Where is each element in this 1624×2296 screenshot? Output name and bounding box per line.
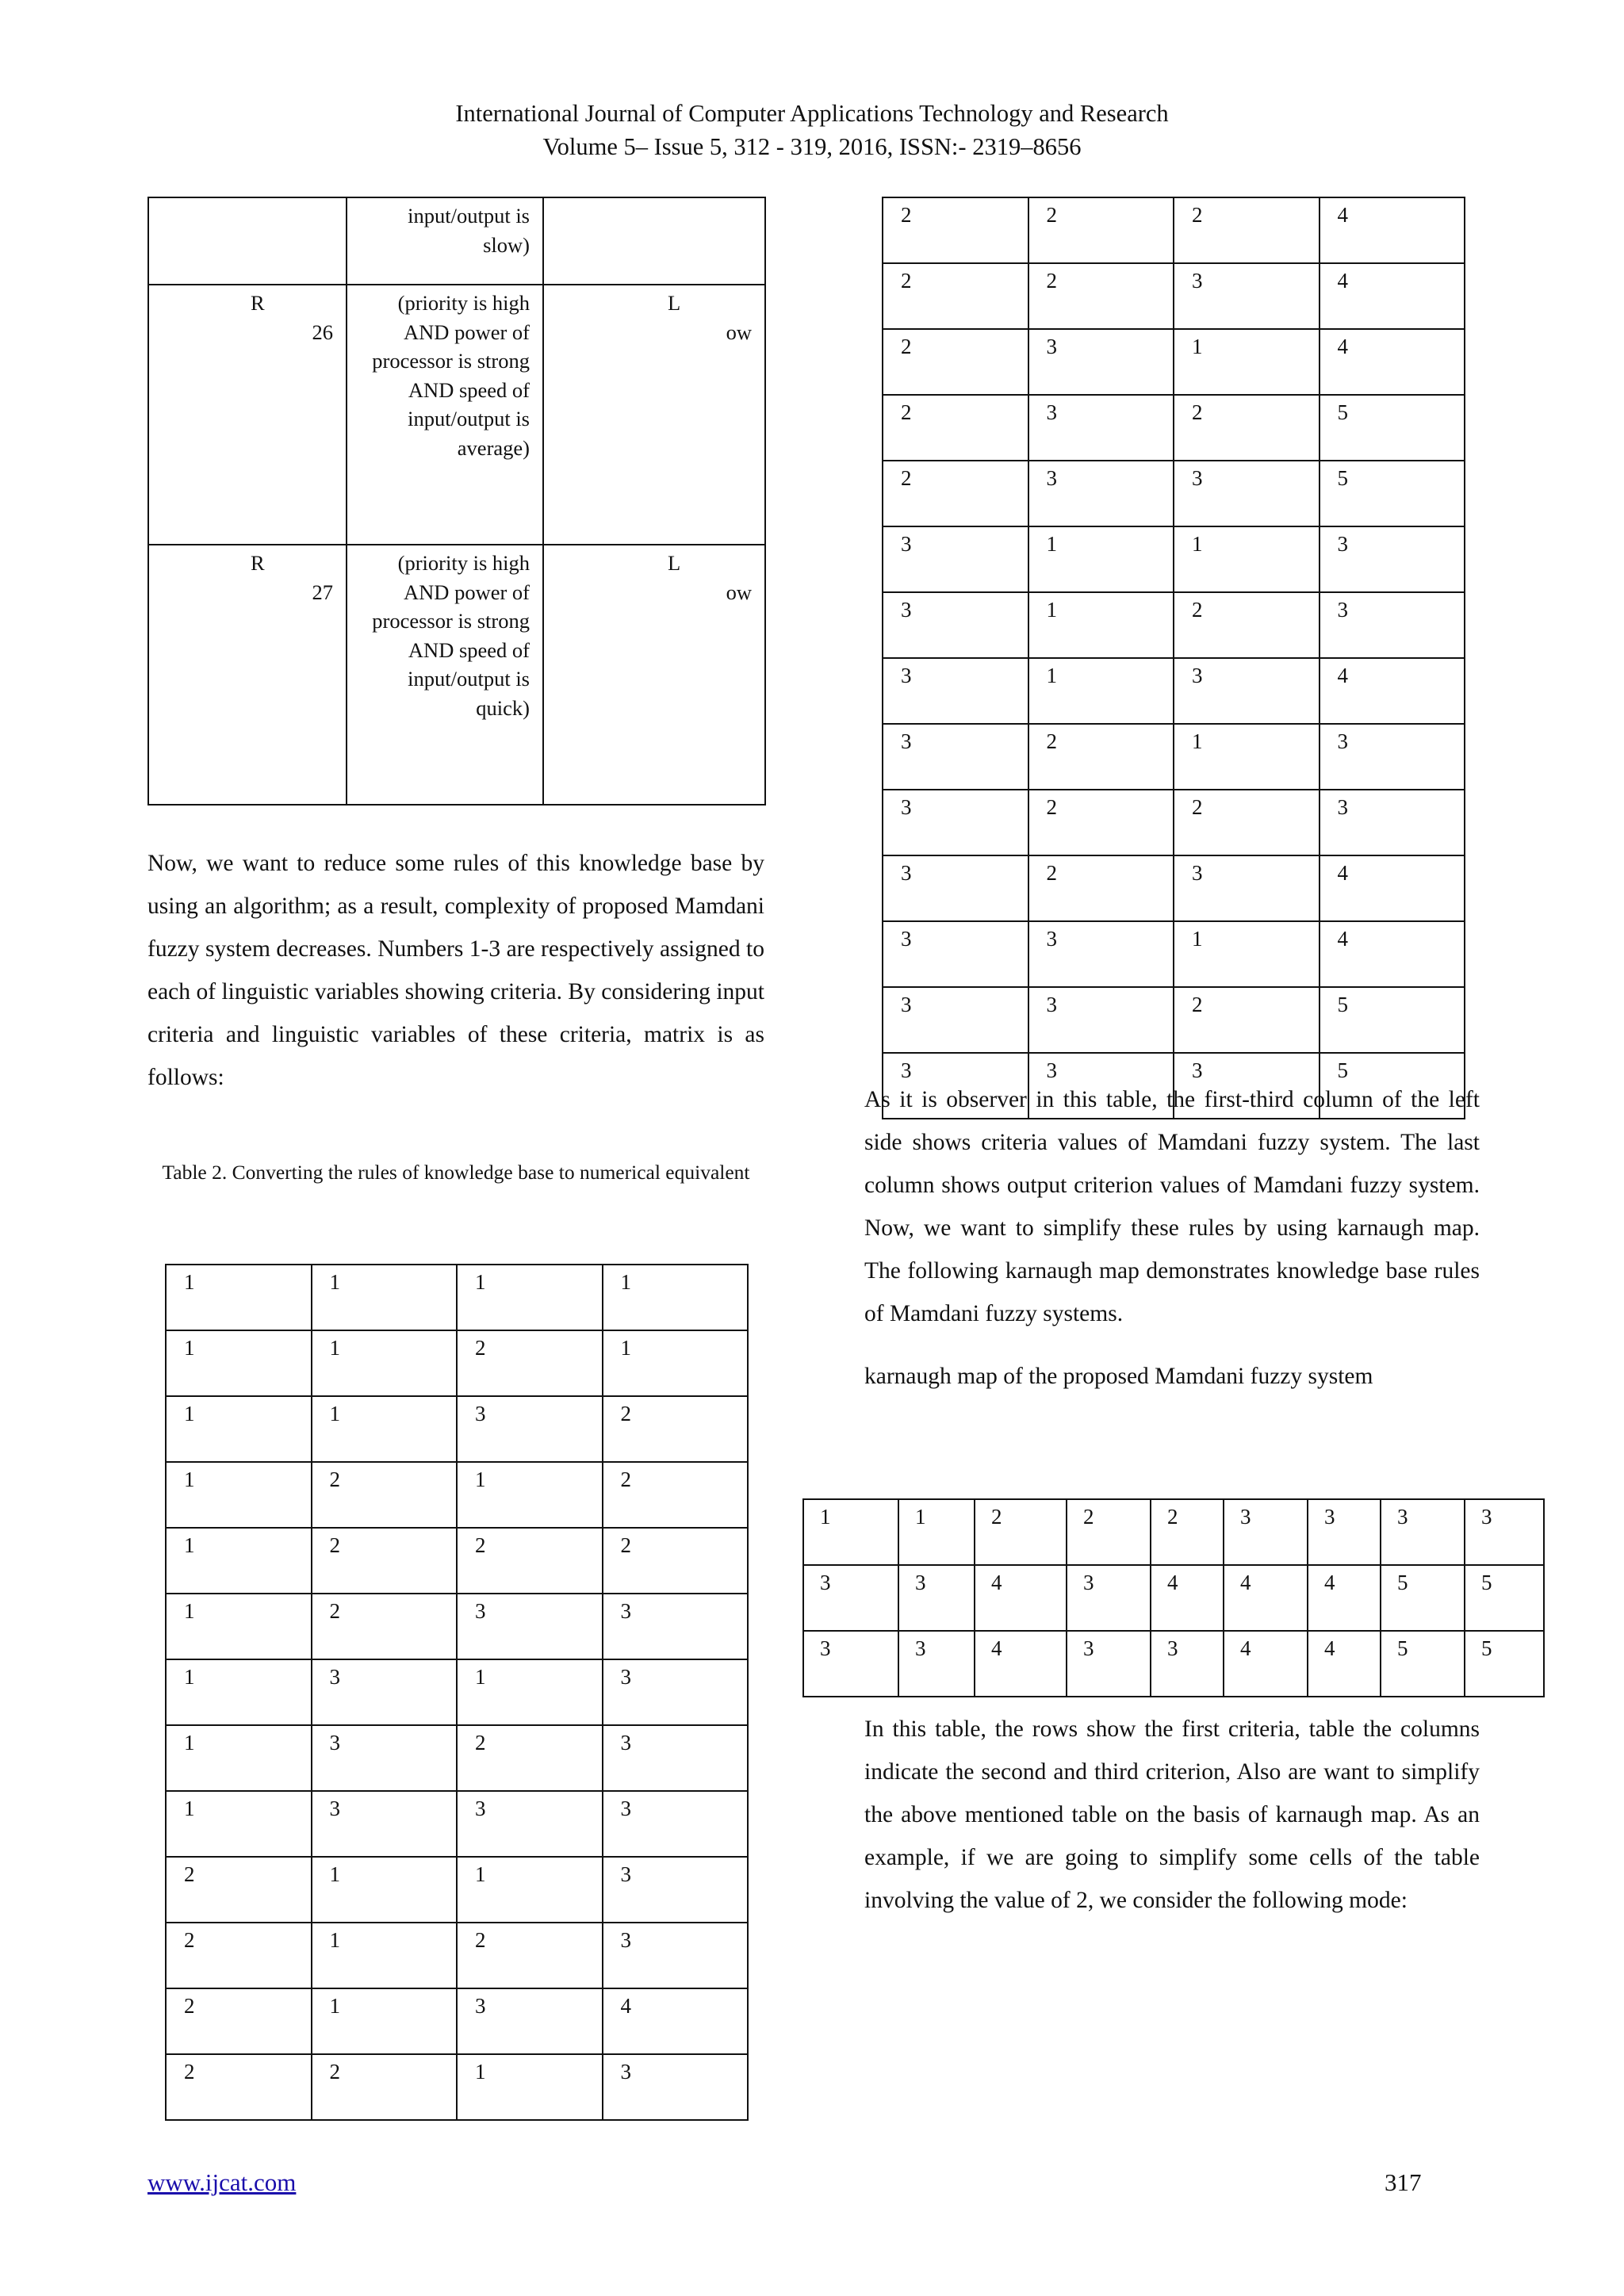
table-cell: 1 bbox=[166, 1659, 312, 1725]
rule-id-cell bbox=[148, 545, 347, 805]
table-cell: 2 bbox=[1174, 790, 1320, 855]
table-cell: 1 bbox=[457, 1659, 603, 1725]
table-cell: 5 bbox=[1320, 461, 1465, 526]
table-cell: 4 bbox=[1320, 263, 1465, 329]
table-row bbox=[883, 724, 1465, 790]
table-cell: 2 bbox=[1067, 1499, 1151, 1565]
table-cell: 1 bbox=[166, 1594, 312, 1659]
table-cell: 3 bbox=[883, 790, 1028, 855]
table-cell: 1 bbox=[457, 1462, 603, 1528]
karnaugh-map-title: karnaugh map of the proposed Mamdani fuzzy system bbox=[864, 1364, 1373, 1389]
table-cell: 2 bbox=[1151, 1499, 1224, 1565]
table-cell: 4 bbox=[1320, 855, 1465, 921]
table-cell: 2 bbox=[603, 1462, 749, 1528]
rule-id-letter: R bbox=[251, 551, 265, 575]
table-cell: 4 bbox=[1308, 1631, 1381, 1697]
table-cell: 3 bbox=[1308, 1499, 1381, 1565]
table-cell: 4 bbox=[1224, 1565, 1308, 1631]
table-row bbox=[148, 285, 765, 545]
table-cell: 1 bbox=[312, 1923, 458, 1988]
table-cell: 3 bbox=[1028, 987, 1174, 1053]
table-cell: 2 bbox=[1028, 197, 1174, 263]
table-cell: 3 bbox=[1320, 526, 1465, 592]
table-cell: 1 bbox=[166, 1528, 312, 1594]
table-cell: 1 bbox=[166, 1462, 312, 1528]
table-cell: 5 bbox=[1320, 1053, 1465, 1119]
table-cell: 1 bbox=[312, 1988, 458, 2054]
table-cell: 3 bbox=[1151, 1631, 1224, 1697]
table-cell: 1 bbox=[1028, 592, 1174, 658]
table-row bbox=[883, 263, 1465, 329]
table-cell: 3 bbox=[1028, 395, 1174, 461]
table-cell: 2 bbox=[457, 1528, 603, 1594]
table-cell: 1 bbox=[166, 1725, 312, 1791]
table-cell: 5 bbox=[1465, 1565, 1544, 1631]
table-caption: Table 2. Converting the rules of knowledge base to numerical equivalent bbox=[162, 1161, 750, 1184]
table-cell: 1 bbox=[603, 1265, 749, 1330]
table-cell: 3 bbox=[603, 1923, 749, 1988]
numeric-rules-table-right bbox=[882, 197, 1465, 1119]
table-cell: 3 bbox=[1320, 592, 1465, 658]
table-row bbox=[148, 197, 765, 285]
table-cell: 1 bbox=[1028, 658, 1174, 724]
table-cell: 1 bbox=[312, 1265, 458, 1330]
table-row bbox=[166, 1462, 748, 1528]
rule-condition: input/output is slow) bbox=[347, 197, 543, 285]
rule-output-rest: ow bbox=[726, 320, 752, 344]
table-row bbox=[883, 790, 1465, 855]
table-cell: 3 bbox=[1174, 855, 1320, 921]
table-cell: 3 bbox=[1320, 724, 1465, 790]
table-row bbox=[883, 197, 1465, 263]
table-cell: 1 bbox=[457, 1857, 603, 1923]
table-cell: 3 bbox=[603, 1791, 749, 1857]
rule-output-cell bbox=[543, 285, 765, 545]
table-cell: 3 bbox=[457, 1396, 603, 1462]
table-cell: 4 bbox=[603, 1988, 749, 2054]
table-cell: 1 bbox=[312, 1396, 458, 1462]
table-cell: 2 bbox=[312, 2054, 458, 2120]
table-cell: 2 bbox=[1028, 263, 1174, 329]
table-cell: 2 bbox=[166, 1988, 312, 2054]
table-cell: 4 bbox=[975, 1565, 1067, 1631]
table-cell: 3 bbox=[883, 592, 1028, 658]
table-cell: 4 bbox=[1308, 1565, 1381, 1631]
body-paragraph-kmap: In this table, the rows show the first criteria, table the columns indicate the second and third criterion, Also are want to simplify the above mentioned table on the basis of karnaugh map. As an example, if we are going to simplify some cells of the table involving the value of 2, we consider the following mode: bbox=[864, 1716, 1480, 1913]
rule-id-number: 27 bbox=[312, 580, 333, 604]
table-cell: 2 bbox=[457, 1923, 603, 1988]
karnaugh-map-table bbox=[802, 1498, 1545, 1697]
table-cell: 3 bbox=[1174, 1053, 1320, 1119]
table-cell: 1 bbox=[603, 1330, 749, 1396]
table-cell: 4 bbox=[1320, 921, 1465, 987]
body-paragraph-explanation: As it is observer in this table, the first-third column of the left side shows criteria values of Mamdani fuzzy system. The last column shows output criterion values of Mamdani fuzzy system. Now, we want to simplify these rules by using karnaugh map. The following karnaugh map demonstrates knowledge base rules of Mamdani fuzzy systems. bbox=[864, 1087, 1480, 1326]
table-cell: 2 bbox=[312, 1462, 458, 1528]
table-cell: 2 bbox=[1174, 395, 1320, 461]
table-cell: 1 bbox=[166, 1265, 312, 1330]
table-cell: 3 bbox=[1174, 658, 1320, 724]
table-cell: 2 bbox=[883, 329, 1028, 395]
table-cell: 2 bbox=[975, 1499, 1067, 1565]
rule-id-letter: R bbox=[251, 291, 265, 315]
table-cell: 3 bbox=[603, 1659, 749, 1725]
table-row bbox=[883, 592, 1465, 658]
table-cell: 1 bbox=[1174, 526, 1320, 592]
table-cell: 3 bbox=[898, 1565, 975, 1631]
table-cell: 3 bbox=[803, 1631, 898, 1697]
table-cell: 1 bbox=[166, 1791, 312, 1857]
table-row bbox=[883, 921, 1465, 987]
table-cell: 2 bbox=[166, 1923, 312, 1988]
table-cell: 2 bbox=[312, 1528, 458, 1594]
table-cell: 3 bbox=[883, 987, 1028, 1053]
table-row bbox=[166, 1857, 748, 1923]
table-cell: 2 bbox=[1174, 987, 1320, 1053]
table-row bbox=[166, 1396, 748, 1462]
journal-volume: Volume 5– Issue 5, 312 - 319, 2016, ISSN:- 2319–8656 bbox=[542, 133, 1082, 160]
table-cell: 5 bbox=[1320, 987, 1465, 1053]
table-row bbox=[166, 1528, 748, 1594]
table-cell: 1 bbox=[1174, 724, 1320, 790]
table-cell: 5 bbox=[1465, 1631, 1544, 1697]
table-cell: 3 bbox=[1174, 461, 1320, 526]
table-cell: 1 bbox=[457, 2054, 603, 2120]
table-row bbox=[166, 1923, 748, 1988]
table-row bbox=[803, 1631, 1544, 1697]
table-cell: 3 bbox=[883, 855, 1028, 921]
table-cell: 1 bbox=[166, 1330, 312, 1396]
table-cell: 2 bbox=[312, 1594, 458, 1659]
table-cell: 3 bbox=[883, 1053, 1028, 1119]
table-row bbox=[148, 545, 765, 805]
table-cell: 3 bbox=[1028, 329, 1174, 395]
table-cell: 3 bbox=[1224, 1499, 1308, 1565]
table-cell: 5 bbox=[1381, 1565, 1465, 1631]
rule-id-number: 26 bbox=[312, 320, 333, 344]
table-row bbox=[883, 461, 1465, 526]
table-cell bbox=[148, 197, 347, 285]
table-row bbox=[883, 395, 1465, 461]
table-row bbox=[166, 1265, 748, 1330]
table-cell: 2 bbox=[603, 1528, 749, 1594]
table-cell: 3 bbox=[883, 658, 1028, 724]
table-cell: 1 bbox=[312, 1330, 458, 1396]
table-cell: 1 bbox=[1174, 921, 1320, 987]
table-row bbox=[883, 329, 1465, 395]
table-cell: 3 bbox=[603, 1857, 749, 1923]
table-cell: 4 bbox=[975, 1631, 1067, 1697]
table-row bbox=[166, 1725, 748, 1791]
journal-title: International Journal of Computer Applications Technology and Research bbox=[455, 100, 1169, 127]
table-cell: 2 bbox=[603, 1396, 749, 1462]
table-row bbox=[803, 1565, 1544, 1631]
table-cell: 1 bbox=[457, 1265, 603, 1330]
table-cell: 1 bbox=[312, 1857, 458, 1923]
table-cell: 4 bbox=[1320, 197, 1465, 263]
rule-id-cell bbox=[148, 285, 347, 545]
table-cell: 1 bbox=[898, 1499, 975, 1565]
table-cell: 3 bbox=[898, 1631, 975, 1697]
rule-condition: (priority is high AND power of processor is strong AND speed of input/output is average) bbox=[347, 285, 543, 545]
table-cell: 3 bbox=[457, 1791, 603, 1857]
table-cell: 2 bbox=[166, 2054, 312, 2120]
table-row bbox=[803, 1499, 1544, 1565]
table-cell: 2 bbox=[1174, 197, 1320, 263]
table-cell: 3 bbox=[312, 1659, 458, 1725]
rule-output-letter: L bbox=[668, 291, 681, 315]
rule-output-cell bbox=[543, 545, 765, 805]
table-cell: 4 bbox=[1320, 658, 1465, 724]
journal-website-link[interactable]: www.ijcat.com bbox=[147, 2168, 297, 2196]
rule-output-rest: ow bbox=[726, 580, 752, 604]
table-cell: 2 bbox=[457, 1330, 603, 1396]
table-row bbox=[166, 1659, 748, 1725]
table-row bbox=[166, 1330, 748, 1396]
numeric-rules-table-left bbox=[165, 1264, 749, 2121]
table-cell: 3 bbox=[1028, 921, 1174, 987]
table-cell: 2 bbox=[457, 1725, 603, 1791]
table-row bbox=[883, 658, 1465, 724]
page-number: 317 bbox=[1385, 2168, 1422, 2196]
table-row bbox=[166, 2054, 748, 2120]
table-cell bbox=[543, 197, 765, 285]
body-paragraph-intro: Now, we want to reduce some rules of this knowledge base by using an algorithm; as a result, complexity of proposed Mamdani fuzzy system decreases. Numbers 1-3 are respectively assigned to each of linguistic variables showing criteria. By considering input criteria and linguistic variables of these criteria, matrix is as follows: bbox=[147, 851, 764, 1090]
table-cell: 5 bbox=[1381, 1631, 1465, 1697]
rule-condition: (priority is high AND power of processor is strong AND speed of input/output is quick) bbox=[347, 545, 543, 805]
table-cell: 3 bbox=[1067, 1565, 1151, 1631]
table-row bbox=[883, 855, 1465, 921]
table-cell: 3 bbox=[883, 526, 1028, 592]
table-row bbox=[166, 1594, 748, 1659]
table-cell: 3 bbox=[603, 2054, 749, 2120]
table-cell: 1 bbox=[803, 1499, 898, 1565]
table-cell: 3 bbox=[883, 921, 1028, 987]
table-cell: 3 bbox=[1067, 1631, 1151, 1697]
table-cell: 3 bbox=[312, 1791, 458, 1857]
table-row bbox=[883, 526, 1465, 592]
table-cell: 3 bbox=[1465, 1499, 1544, 1565]
table-cell: 2 bbox=[883, 461, 1028, 526]
rules-table bbox=[147, 197, 766, 806]
table-cell: 3 bbox=[312, 1725, 458, 1791]
table-cell: 2 bbox=[1028, 724, 1174, 790]
table-cell: 3 bbox=[1320, 790, 1465, 855]
table-cell: 1 bbox=[1028, 526, 1174, 592]
table-cell: 4 bbox=[1224, 1631, 1308, 1697]
rule-output-letter: L bbox=[668, 551, 681, 575]
table-cell: 4 bbox=[1320, 329, 1465, 395]
table-cell: 4 bbox=[1151, 1565, 1224, 1631]
table-cell: 2 bbox=[883, 395, 1028, 461]
table-cell: 3 bbox=[603, 1594, 749, 1659]
table-cell: 3 bbox=[1028, 1053, 1174, 1119]
table-cell: 3 bbox=[883, 724, 1028, 790]
table-cell: 3 bbox=[457, 1594, 603, 1659]
table-cell: 2 bbox=[166, 1857, 312, 1923]
table-cell: 3 bbox=[803, 1565, 898, 1631]
table-cell: 3 bbox=[603, 1725, 749, 1791]
table-cell: 1 bbox=[1174, 329, 1320, 395]
table-cell: 3 bbox=[457, 1988, 603, 2054]
table-row bbox=[883, 987, 1465, 1053]
table-cell: 2 bbox=[1028, 790, 1174, 855]
table-cell: 1 bbox=[166, 1396, 312, 1462]
table-row bbox=[166, 1791, 748, 1857]
table-cell: 3 bbox=[1381, 1499, 1465, 1565]
table-cell: 3 bbox=[1174, 263, 1320, 329]
table-cell: 2 bbox=[1174, 592, 1320, 658]
table-row bbox=[166, 1988, 748, 2054]
table-cell: 2 bbox=[1028, 855, 1174, 921]
table-cell: 2 bbox=[883, 197, 1028, 263]
table-cell: 2 bbox=[883, 263, 1028, 329]
table-cell: 3 bbox=[1028, 461, 1174, 526]
journal-header bbox=[0, 97, 1624, 163]
table-cell: 5 bbox=[1320, 395, 1465, 461]
